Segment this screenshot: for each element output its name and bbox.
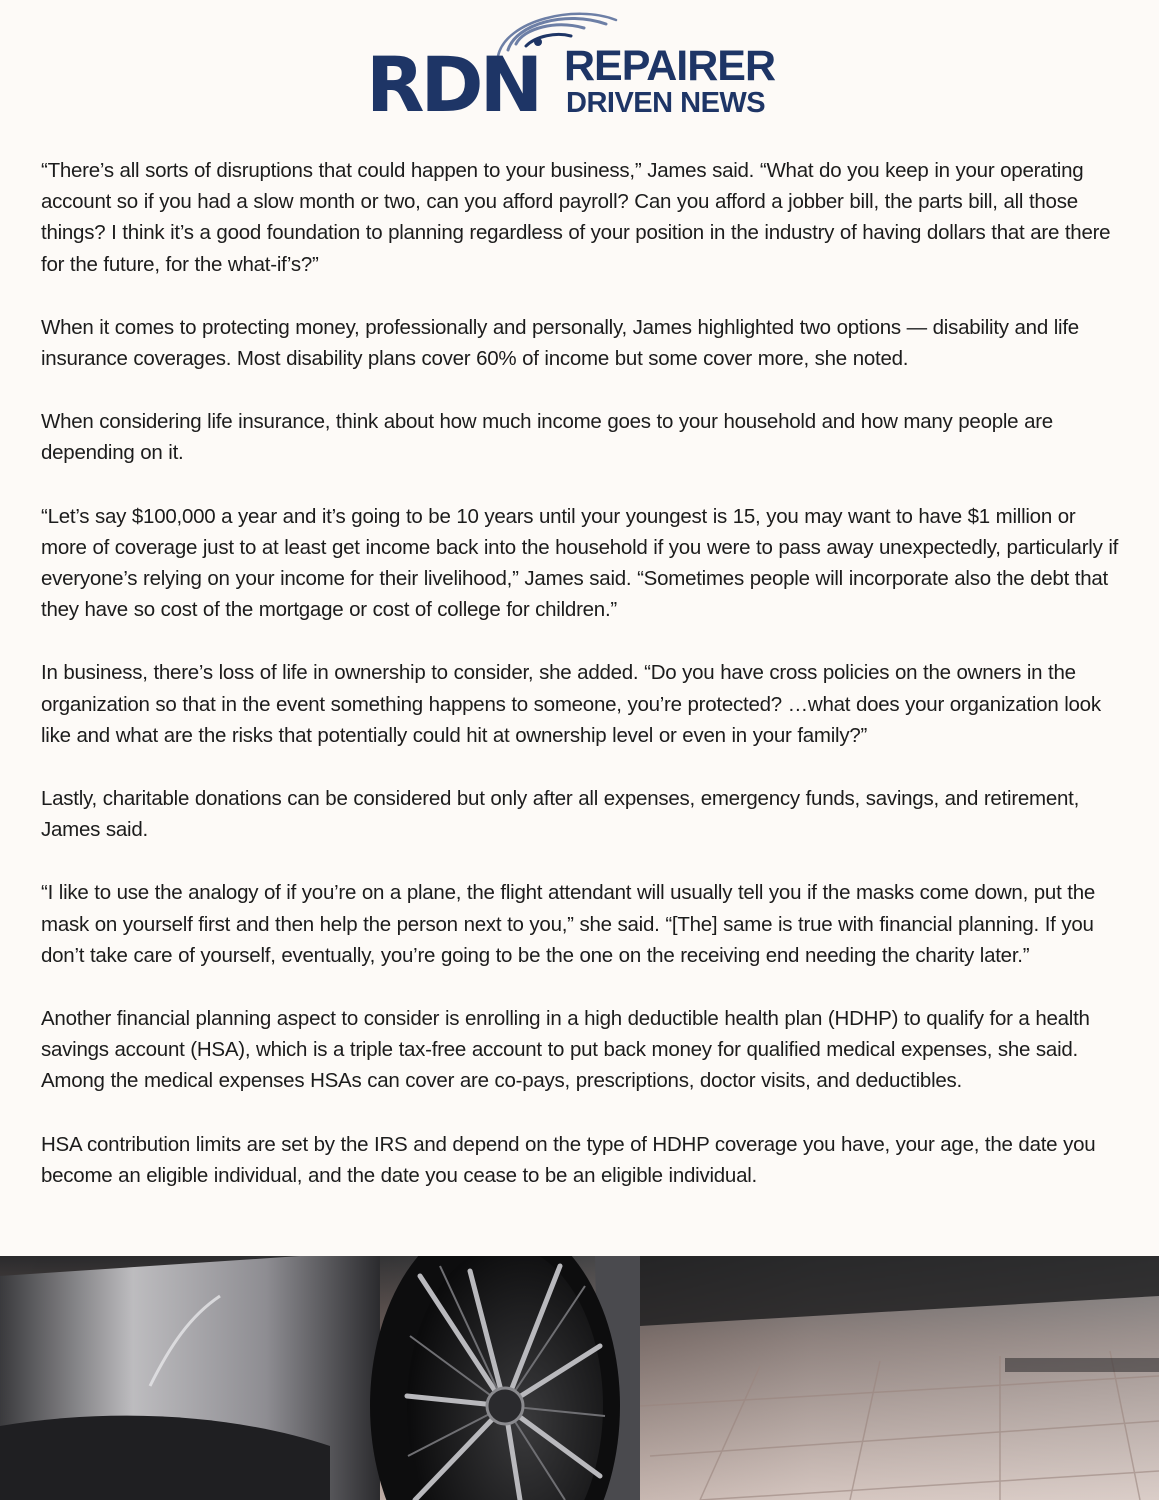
floor-drain [1005,1358,1159,1372]
article-paragraph: “There’s all sorts of disruptions that could happen to your business,” James said. “What do you keep in your operating account so if you had a slow month or two, can you afford payroll? Can you afford a jobber bill, the parts bill, all those things? I think it’s a good foundation to planning regardless of your position in the industry of having dollars that are there for the future, for the what-if’s?” [41,159,1111,276]
article-paragraph: When considering life insurance, think about how much income goes to your household and how many people are depending on it. [41,410,1053,465]
article-paragraph: In business, there’s loss of life in ownership to consider, she added. “Do you have cross policies on the owners in the organization so that in the event something happens to someone, you’re protected? …what does your organization look like and what are the risks that potentially could hit at ownership level or even in your family?” [41,661,1101,747]
car-wheel-photo [0,1256,1159,1500]
article-paragraph: When it comes to protecting money, professionally and personally, James highlighted two options — disability and life insurance coverages. Most disability plans cover 60% of income but some cover more, she noted. [41,315,1079,371]
rdn-logo [366,10,796,120]
car-wheel-illustration [0,1256,1159,1500]
article-paragraph: Lastly, charitable donations can be considered but only after all expenses, emergency funds, savings, and retirement, James said. [41,787,1080,842]
article-paragraph: HSA contribution limits are set by the IRS and depend on the type of HDHP coverage you have, your age, the date you become an eligible individual, and the date you cease to be an eligible individual. [41,1132,1096,1187]
article-paragraph: Another financial planning aspect to consider is enrolling in a high deductible health plan (HDHP) to qualify for a health savings account (HSA), which is a triple tax-free account to put back money for qualified medical expenses, she said. Among the medical expenses HSAs can cover are co-pays, prescriptions, doctor visits, and deductibles. [41,1007,1090,1093]
wheel-rim [407,1256,603,1500]
article-paragraph: “I like to use the analogy of if you’re on a plane, the flight attendant will usually tell you if the masks come down, put the mask on yourself first and then help the person next to you,” she said. “[The] same is true with financial planning. If you don’t take care of yourself, eventually, you’re going to be the one on the receiving end needing the charity later.” [41,881,1096,967]
rdn-logo-graphic [366,10,796,120]
article-body [41,155,1123,1223]
logo-line-2: DRIVEN NEWS [566,87,766,119]
wheel-hub [487,1388,523,1424]
logo-monogram: RDN [366,40,540,120]
article-paragraph: “Let’s say $100,000 a year and it’s going to be 10 years until your youngest is 15, you may want to have $1 million or more of coverage just to at least get income back into the household if you were to pass away unexpectedly, particularly if everyone’s relying on your income for their livelihood,” James said. “Sometimes people will incorporate also the debt that they have so cost of the mortgage or cost of college for children.” [41,504,1119,622]
logo-line-1: REPAIRER [564,42,776,90]
